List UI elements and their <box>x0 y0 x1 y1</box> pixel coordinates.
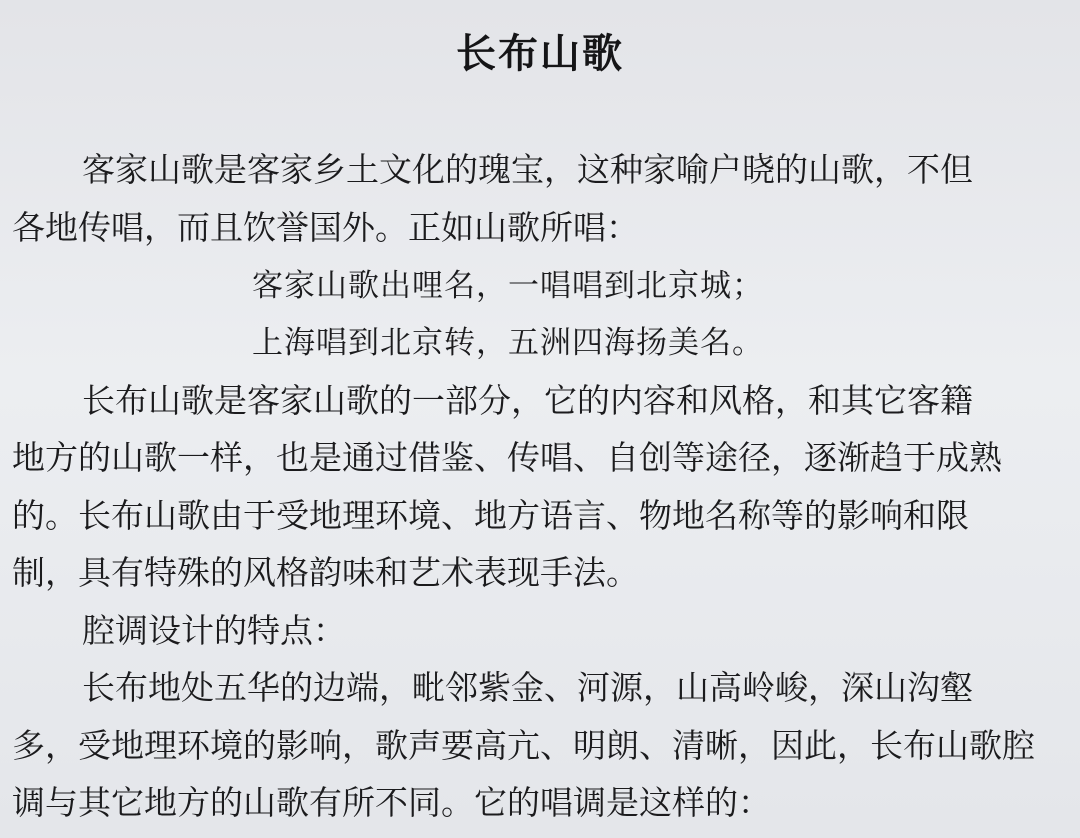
verse-line-2: 上海唱到北京转，五洲四海扬美名。 <box>252 325 764 361</box>
paragraph-3-line-2: 多，受地理环境的影响，歌声要高亢、明朗、清晰，因此，长布山歌腔 <box>12 726 1035 765</box>
paragraph-2-line-4: 制，具有特殊的风格韵味和艺术表现手法。 <box>12 553 639 592</box>
paragraph-2-line-3: 的。长布山歌由于受地理环境、地方语言、物地名称等的影响和限 <box>12 496 969 535</box>
paragraph-3-line-1: 长布地处五华的边端，毗邻紫金、河源，山高岭峻，深山沟壑 <box>82 668 973 707</box>
verse-line-1: 客家山歌出哩名，一唱唱到北京城； <box>252 268 764 304</box>
paragraph-1-line-1: 客家山歌是客家乡土文化的瑰宝，这种家喻户晓的山歌，不但 <box>82 150 973 189</box>
paragraph-1-line-2: 各地传唱，而且饮誉国外。正如山歌所唱： <box>12 208 639 247</box>
page-title: 长布山歌 <box>456 31 624 77</box>
paragraph-3-line-3: 调与其它地方的山歌有所不同。它的唱调是这样的： <box>12 783 771 822</box>
paragraph-2-line-1: 长布山歌是客家山歌的一部分，它的内容和风格，和其它客籍 <box>82 381 973 420</box>
paragraph-2-line-2: 地方的山歌一样，也是通过借鉴、传唱、自创等途径，逐渐趋于成熟 <box>12 438 1002 477</box>
section-heading: 腔调设计的特点： <box>82 611 346 650</box>
